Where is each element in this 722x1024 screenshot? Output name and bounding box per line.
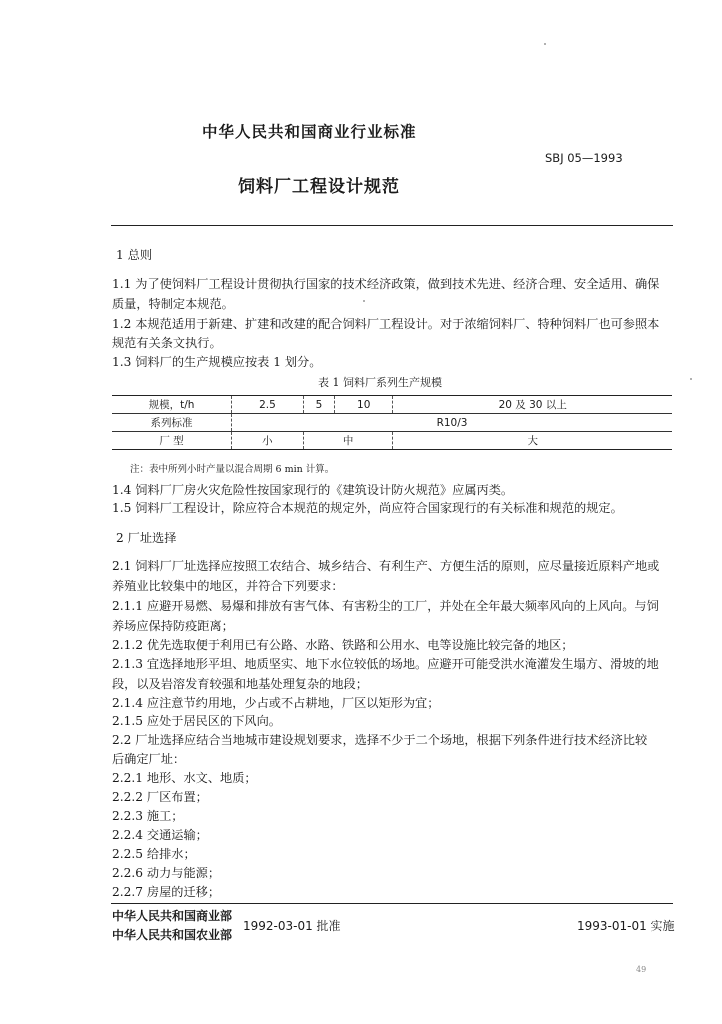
paragraph: 1.2 本规范适用于新建、扩建和改建的配合饲料厂工程设计。对于浓缩饲料厂、特种饲料厂也可参照本 xyxy=(112,317,660,331)
list-item: 2.2.3 施工； xyxy=(112,809,184,823)
paragraph: 2.2 厂址选择应结合当地城市建设规划要求，选择不少于二个场地，根据下列条件进行技术经济比较 xyxy=(112,733,648,747)
paragraph: 2.1.1 应避开易燃、易爆和排放有害气体、有害粉尘的工厂，并处在全年最大频率风向的上风向。与饲 xyxy=(112,599,659,613)
paragraph: 后确定厂址： xyxy=(112,752,186,766)
list-item: 2.2.2 厂区布置； xyxy=(112,790,208,804)
document-title: 饲料厂工程设计规范 xyxy=(238,177,400,197)
paragraph: 2.1.2 优先选取便于利用已有公路、水路、铁路和公用水、电等设施比较完备的地区； xyxy=(112,638,574,652)
table-caption: 表 1 饲料厂系列生产规模 xyxy=(318,376,442,389)
section-heading: 1 总则 xyxy=(116,248,153,262)
list-item: 2.2.4 交通运输； xyxy=(112,828,208,842)
list-item: 2.2.7 房屋的迁移； xyxy=(112,885,221,899)
paragraph: 养殖业比较集中的地区，并符合下列要求： xyxy=(112,579,344,593)
table-row xyxy=(112,396,672,414)
production-scale-table xyxy=(112,395,672,450)
list-item: 2.2.6 动力与能源； xyxy=(112,866,221,880)
org-title: 中华人民共和国商业行业标准 xyxy=(202,123,417,141)
table-cell: 大 xyxy=(393,432,672,450)
paragraph: 养场应保持防疫距离； xyxy=(112,619,234,633)
approval-date: 1992-03-01 批准 xyxy=(243,919,341,933)
paragraph: 1.4 饲料厂厂房火灾危险性按国家现行的《建筑设计防火规范》应属丙类。 xyxy=(112,483,514,497)
table-row xyxy=(112,432,672,450)
table-cell: 规模，t/h xyxy=(148,399,195,411)
paragraph: 规范有关条文执行。 xyxy=(112,336,222,350)
scan-speck xyxy=(544,43,546,45)
header-rule xyxy=(111,225,673,226)
table-cell: 20 及 30 以上 xyxy=(393,396,672,414)
page-number: 49 xyxy=(636,965,647,974)
table-cell: 厂 型 xyxy=(159,435,184,447)
list-item: 2.2.5 给排水； xyxy=(112,847,196,861)
paragraph: 1.1 为了使饲料厂工程设计贯彻执行国家的技术经济政策，做到技术先进、经济合理、安全适用、确保 xyxy=(112,277,660,291)
paragraph: 段，以及岩溶发育较强和地基处理复杂的地段； xyxy=(112,677,368,691)
table-cell: 中 xyxy=(303,432,393,450)
issuer: 中华人民共和国农业部 xyxy=(112,928,233,942)
list-item: 2.2.1 地形、水文、地质； xyxy=(112,771,257,785)
section-heading: 2 厂址选择 xyxy=(116,531,177,545)
scan-speck xyxy=(363,300,365,302)
table-cell: 小 xyxy=(232,432,304,450)
paragraph: 2.1 饲料厂厂址选择应按照工农结合、城乡结合、有利生产、方便生活的原则，应尽量接近原料产地或 xyxy=(112,559,660,573)
table-cell: 5 xyxy=(303,396,334,414)
paragraph: 1.5 饲料厂工程设计，除应符合本规范的规定外，尚应符合国家现行的有关标准和规范的规定。 xyxy=(112,501,623,515)
standard-code: SBJ 05—1993 xyxy=(545,151,623,165)
paragraph: 质量，特制定本规范。 xyxy=(112,297,234,311)
issuer: 中华人民共和国商业部 xyxy=(112,909,233,923)
table-cell: 2.5 xyxy=(232,396,304,414)
table-note: 注：表中所列小时产量以混合周期 6 min 计算。 xyxy=(130,464,335,475)
table-row xyxy=(112,414,672,432)
paragraph: 2.1.3 宜选择地形平坦、地质坚实、地下水位较低的场地。应避开可能受洪水淹灌发生塌方、滑坡的地 xyxy=(112,657,659,671)
table-cell: R10/3 xyxy=(232,414,673,432)
scan-speck xyxy=(690,378,692,380)
paragraph: 1.3 饲料厂的生产规模应按表 1 划分。 xyxy=(112,355,322,369)
paragraph: 2.1.4 应注意节约用地，少占或不占耕地，厂区以矩形为宜； xyxy=(112,696,440,710)
table-cell: 10 xyxy=(335,396,393,414)
footer-rule xyxy=(111,903,673,904)
effective-date: 1993-01-01 实施 xyxy=(577,919,675,933)
paragraph: 2.1.5 应处于居民区的下风向。 xyxy=(112,714,281,728)
table-cell: 系列标准 xyxy=(150,417,193,429)
